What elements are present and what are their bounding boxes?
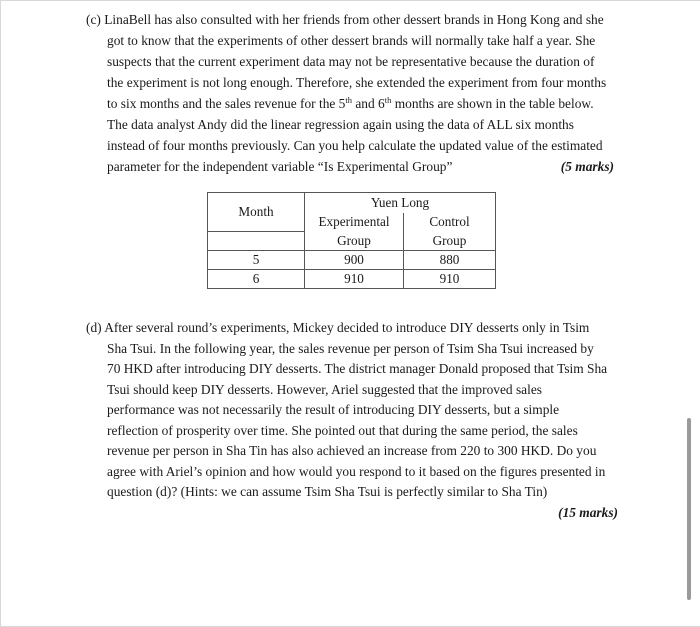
page-left-border	[0, 0, 1, 627]
cell-experimental: 900	[305, 251, 404, 270]
question-c-line-4: the experiment is not long enough. Therefore, she extended the experiment from four months	[107, 75, 607, 90]
cell-control: 880	[404, 251, 496, 270]
header-region: Yuen Long	[305, 193, 496, 213]
question-d	[86, 318, 626, 523]
header-month: Month	[208, 193, 305, 232]
question-c-line-7: instead of four months previously. Can you help calculate the updated value of the estimated	[107, 138, 603, 153]
header-control-bottom: Group	[404, 232, 496, 251]
question-c	[86, 9, 626, 177]
header-control-top: Control	[404, 213, 496, 232]
page-top-border	[0, 0, 700, 1]
question-c-label: (c)	[86, 12, 101, 27]
cell-experimental: 910	[305, 270, 404, 289]
question-d-line-7: revenue per person in Sha Tin has also achieved an increase from 220 to 300 HKD. Do you	[107, 443, 597, 458]
question-c-line-1: (c) LinaBell has also consulted with her friends from other dessert brands in Hong Kong and she	[86, 12, 604, 27]
question-d-line-1: (d) After several round’s experiments, Mickey decided to introduce DIY desserts only in Tsim	[86, 320, 590, 335]
cell-month: 5	[208, 251, 305, 270]
header-experimental-top: Experimental	[305, 213, 404, 232]
question-d-marks: (15 marks)	[558, 504, 618, 520]
header-experimental-bottom: Group	[305, 232, 404, 251]
question-d-line-6: reflection of prosperity over time. She pointed out that during the same period, the sales	[107, 422, 578, 438]
question-d-line-9: question (d)? (Hints: we can assume Tsim Sha Tsui is perfectly similar to Sha Tin)	[107, 484, 548, 499]
question-c-line-3: suspects that the current experiment data may not be representative because the duration of	[107, 54, 595, 69]
question-d-line-5: performance was not necessarily the result of introducing DIY desserts, but a simple	[107, 402, 560, 417]
question-c-marks: (5 marks)	[560, 159, 614, 174]
vertical-scrollbar[interactable]	[687, 418, 691, 600]
question-c-line-8: parameter for the independent variable “Is Experimental Group” (5 marks)	[86, 156, 626, 177]
cell-control: 910	[404, 270, 496, 289]
question-c-line-5: to six months and the sales revenue for the 5th and 6th months are shown in the table below.	[107, 95, 594, 111]
question-c-line-6: The data analyst Andy did the linear regression again using the data of ALL six months	[107, 117, 574, 132]
question-d-label: (d)	[86, 320, 102, 335]
yuen-long-table	[207, 192, 496, 289]
table-row	[208, 251, 496, 270]
question-d-line-3: 70 HKD after introducing DIY desserts. The district manager Donald proposed that Tsim Sha	[107, 361, 608, 376]
header-month-blank	[208, 232, 305, 251]
table-row	[208, 270, 496, 289]
question-d-line-8: agree with Ariel’s opinion and how would you respond to it based on the figures presented in	[107, 463, 606, 479]
question-d-line-4: Tsui should keep DIY desserts. However, Ariel suggested that the improved sales	[107, 381, 542, 397]
question-c-line-2: got to know that the experiments of other dessert brands will normally take half a year. She	[107, 33, 596, 48]
cell-month: 6	[208, 270, 305, 289]
question-d-line-2: Sha Tsui. In the following year, the sales revenue per person of Tsim Sha Tsui increased by	[107, 340, 594, 356]
